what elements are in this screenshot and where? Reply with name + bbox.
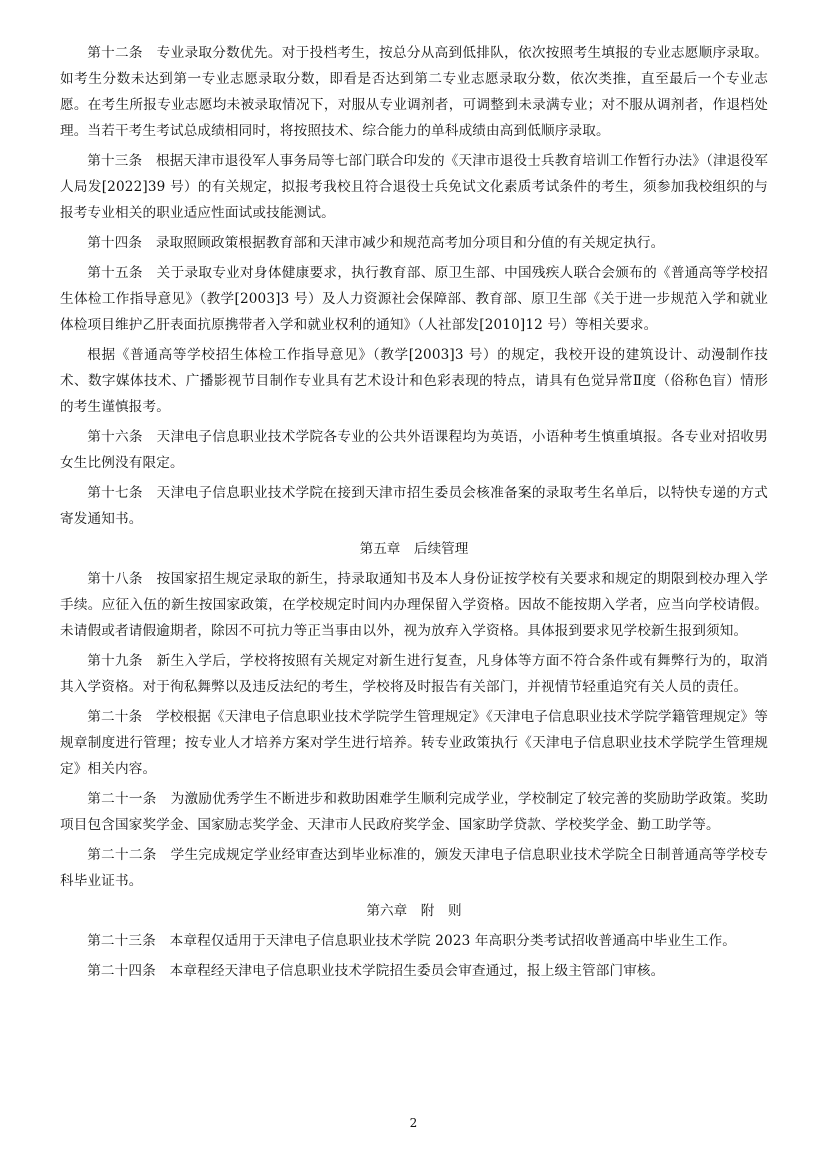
article-12: 第十二条 专业录取分数优先。对于投档考生，按总分从高到低排队，依次按照考生填报的专业志愿顺序录取。如考生分数未达到第一专业志愿录取分数，即看是否达到第二专业志愿录取分数，依次类推，直至最后一个专业志愿。在考生所报专业志愿均未被录取情况下，对服从专业调剂者，可调整到未录满专业；对不服从调剂者，作退档处理。当若干考生考试总成绩相同时，将按照技术、综合能力的单科成绩由高到低顺序录取。 [60, 45, 768, 139]
article-18: 第十八条 按国家招生规定录取的新生，持录取通知书及本人身份证按学校有关要求和规定的期限到校办理入学手续。应征入伍的新生按国家政策，在学校规定时间内办理保留入学资格。因故不能按期入学者，应当向学校请假。未请假或者请假逾期者，除因不可抗力等正当事由以外，视为放弃入学资格。具体报到要求见学校新生报到须知。 [60, 571, 768, 639]
article-15: 第十五条 关于录取专业对身体健康要求，执行教育部、原卫生部、中国残疾人联合会颁布的《普通高等学校招生体检工作指导意见》（教学[2003]3 号）及人力资源社会保障部、教育部、原卫生部《关于进一步规范入学和就业体检项目维护乙肝表面抗原携带者入学和就业权利的通知》（人社部发[2010]12 号）等相关要求。 [60, 265, 768, 333]
page-number: 2 [409, 1116, 418, 1130]
chapter-5-heading: 第五章 后续管理 [359, 541, 469, 557]
article-22: 第二十二条 学生完成规定学业经审查达到毕业标准的，颁发天津电子信息职业技术学院全日制普通高等学校专科毕业证书。 [60, 847, 768, 889]
article-24: 第二十四条 本章程经天津电子信息职业技术学院招生委员会审查通过，报上级主管部门审核。 [87, 963, 665, 979]
chapter-6-heading: 第六章 附 则 [366, 903, 462, 919]
article-23: 第二十三条 本章程仅适用于天津电子信息职业技术学院 2023 年高职分类考试招收普通高中毕业生工作。 [87, 933, 737, 949]
article-19: 第十九条 新生入学后，学校将按照有关规定对新生进行复查，凡身体等方面不符合条件或有舞弊行为的，取消其入学资格。对于徇私舞弊以及违反法纪的考生，学校将及时报告有关部门，并视情节轻重追究有关人员的责任。 [60, 653, 768, 695]
article-17: 第十七条 天津电子信息职业技术学院在接到天津市招生委员会核准备案的录取考生名单后，以特快专递的方式寄发通知书。 [60, 485, 768, 527]
article-20: 第二十条 学校根据《天津电子信息职业技术学院学生管理规定》《天津电子信息职业技术学院学籍管理规定》等规章制度进行管理；按专业人才培养方案对学生进行培养。转专业政策执行《天津电子信息职业技术学院学生管理规定》相关内容。 [60, 709, 768, 777]
article-16: 第十六条 天津电子信息职业技术学院各专业的公共外语课程均为英语，小语种考生慎重填报。各专业对招收男女生比例没有限定。 [60, 429, 768, 471]
article-14: 第十四条 录取照顾政策根据教育部和天津市减少和规范高考加分项目和分值的有关规定执行。 [87, 235, 665, 251]
article-15-supplement: 根据《普通高等学校招生体检工作指导意见》（教学[2003]3 号）的规定，我校开设的建筑设计、动漫制作技术、数字媒体技术、广播影视节目制作专业具有艺术设计和色彩表现的特点，请具有色觉异常Ⅱ度（俗称色盲）情形的考生谨慎报考。 [60, 347, 768, 415]
document-page [60, 40, 768, 988]
article-21: 第二十一条 为激励优秀学生不断进步和救助困难学生顺利完成学业，学校制定了较完善的奖励助学政策。奖助项目包含国家奖学金、国家励志奖学金、天津市人民政府奖学金、国家助学贷款、学校奖学金、勤工助学等。 [60, 791, 768, 833]
article-13: 第十三条 根据天津市退役军人事务局等七部门联合印发的《天津市退役士兵教育培训工作暂行办法》（津退役军人局发[2022]39 号）的有关规定，拟报考我校且符合退役士兵免试文化素质考试条件的考生，须参加我校组织的与报考专业相关的职业适应性面试或技能测试。 [60, 153, 768, 221]
